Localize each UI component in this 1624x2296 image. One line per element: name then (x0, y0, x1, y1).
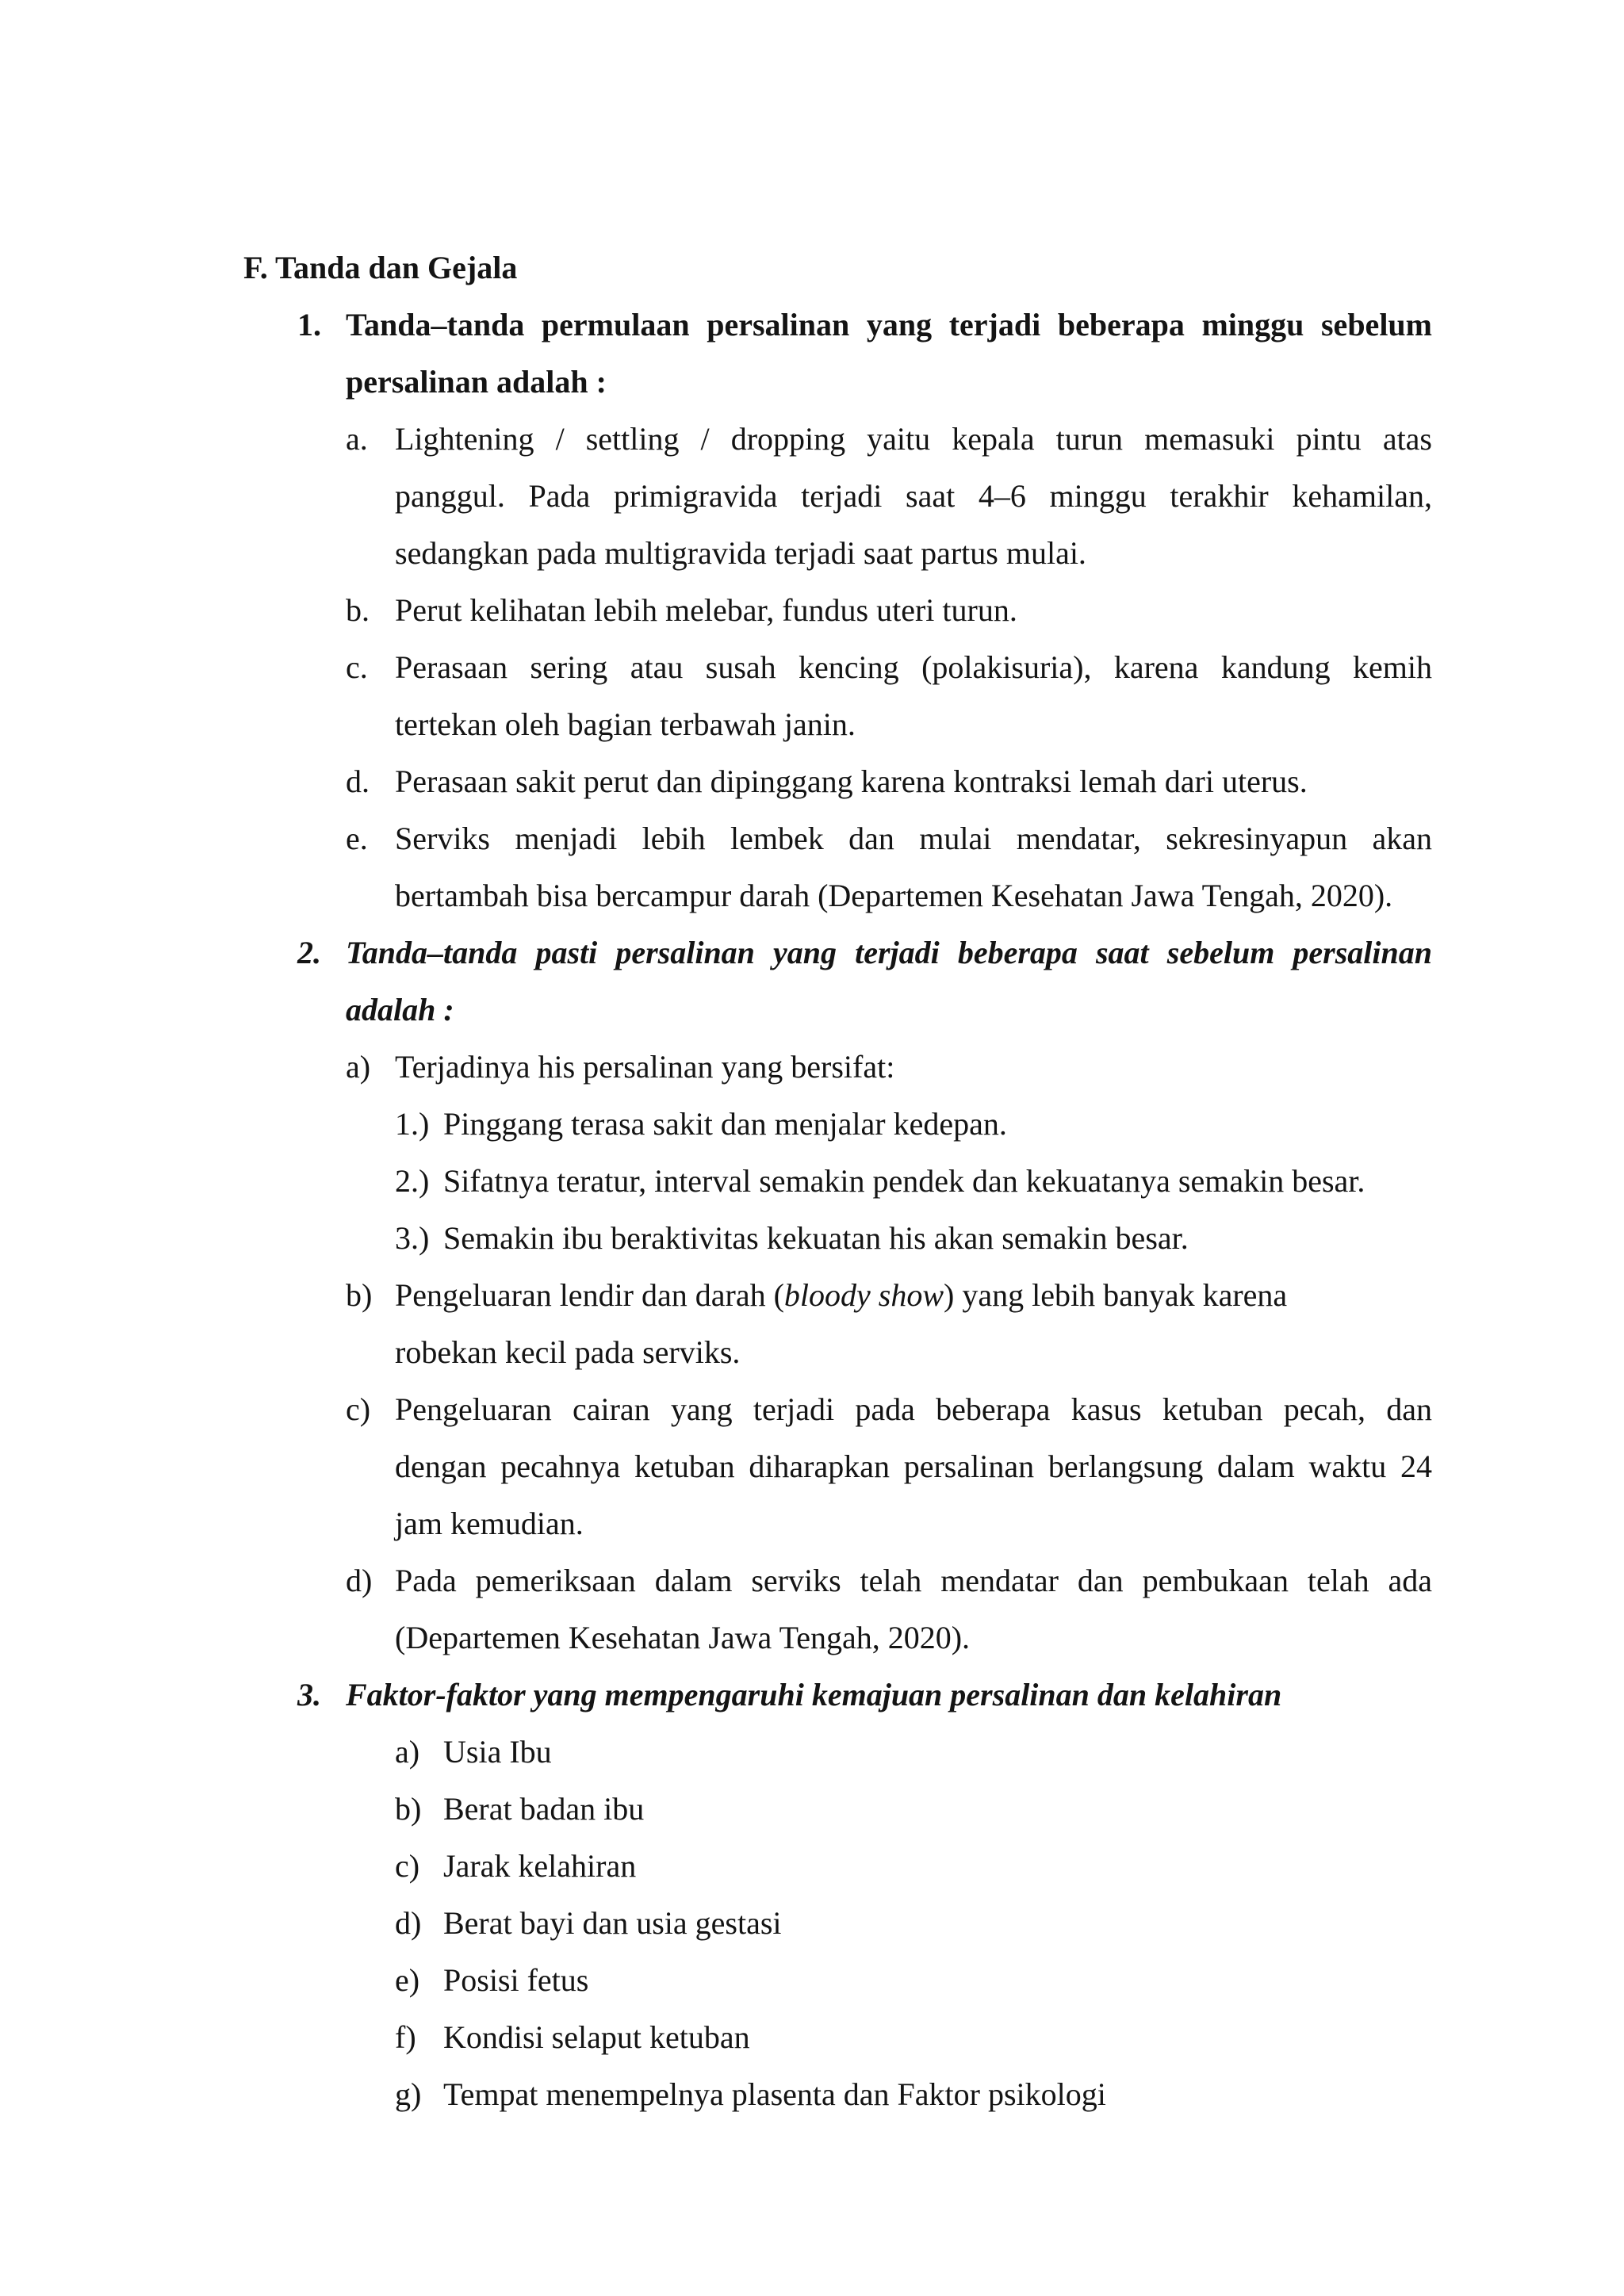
sublist-marker: 3.) (395, 1220, 430, 1256)
list-item-text: Serviks menjadi lebih lembek dan mulai mendatar, sekresinyapun akan (395, 821, 1432, 856)
list-item-text: sedangkan pada multigravida terjadi saat partus mulai. (395, 535, 1086, 571)
list-marker: b) (346, 1277, 373, 1313)
list-item-text: jam kemudian. (395, 1506, 584, 1541)
list-item-text: bertambah bisa bercampur darah (Departemen Kesehatan Jawa Tengah, 2020). (395, 878, 1393, 913)
list-item-text: Usia Ibu (443, 1734, 552, 1770)
list-marker: b) (395, 1791, 422, 1827)
section2-title-line2: adalah : (346, 992, 454, 1027)
list-item-text: Perasaan sering atau susah kencing (polakisuria), karena kandung kemih (395, 649, 1432, 685)
section1-title-line2: persalinan adalah : (346, 364, 607, 400)
list-marker: d. (346, 763, 370, 799)
list-marker: c. (346, 649, 368, 685)
list-marker: a. (346, 421, 368, 457)
list-item-text: Kondisi selaput ketuban (443, 2019, 750, 2055)
sublist-item-text: Sifatnya teratur, interval semakin pendek dan kekuatanya semakin besar. (443, 1163, 1365, 1199)
list-marker: e) (395, 1962, 420, 1998)
list-item-text: Perut kelihatan lebih melebar, fundus uteri turun. (395, 592, 1017, 628)
list-marker: c) (395, 1848, 420, 1884)
list-marker: d) (395, 1905, 422, 1941)
sublist-item-text: Pinggang terasa sakit dan menjalar kedepan. (443, 1106, 1007, 1142)
list-item-text: Tempat menempelnya plasenta dan Faktor psikologi (443, 2076, 1106, 2112)
list-marker: b. (346, 592, 370, 628)
list-item-text: dengan pecahnya ketuban diharapkan persalinan berlangsung dalam waktu 24 (395, 1448, 1432, 1484)
section3-number: 3. (297, 1677, 321, 1712)
sublist-marker: 2.) (395, 1163, 430, 1199)
list-item-text: robekan kecil pada serviks. (395, 1334, 741, 1370)
sublist-item-text: Semakin ibu beraktivitas kekuatan his akan semakin besar. (443, 1220, 1189, 1256)
list-item-text: tertekan oleh bagian terbawah janin. (395, 706, 856, 742)
section3-title: Faktor-faktor yang mempengaruhi kemajuan persalinan dan kelahiran (346, 1677, 1282, 1712)
text-run: Pengeluaran lendir dan darah ( (395, 1277, 784, 1313)
text-run: ) yang lebih banyak karena (944, 1277, 1288, 1313)
list-marker: g) (395, 2076, 422, 2112)
emphasis-text: bloody show (783, 1277, 944, 1313)
list-item-text: Pengeluaran cairan yang terjadi pada beberapa kasus ketuban pecah, dan (395, 1391, 1432, 1427)
list-item-text: Lightening / settling / dropping yaitu kepala turun memasuki pintu atas (395, 421, 1432, 457)
list-item-text: Posisi fetus (443, 1962, 589, 1998)
sublist-marker: 1.) (395, 1106, 430, 1142)
list-item-text: Jarak kelahiran (443, 1848, 637, 1884)
list-marker: a) (395, 1734, 420, 1770)
section2-title-line1: Tanda–tanda pasti persalinan yang terjadi beberapa saat sebelum persalinan (346, 935, 1432, 970)
list-item-text: panggul. Pada primigravida terjadi saat 4–6 minggu terakhir kehamilan, (395, 478, 1432, 514)
list-marker: f) (395, 2019, 416, 2055)
section1-number: 1. (297, 307, 321, 342)
list-item-text: Perasaan sakit perut dan dipinggang karena kontraksi lemah dari uterus. (395, 763, 1308, 799)
section1-title-line1: Tanda–tanda permulaan persalinan yang terjadi beberapa minggu sebelum (346, 307, 1432, 342)
section-heading: F. Tanda dan Gejala (243, 250, 518, 285)
list-item-text (395, 1276, 1287, 1314)
list-marker: a) (346, 1049, 371, 1085)
section2-number: 2. (297, 935, 321, 970)
list-item-text: (Departemen Kesehatan Jawa Tengah, 2020). (395, 1620, 971, 1655)
list-marker: e. (346, 821, 368, 856)
list-marker: d) (346, 1563, 373, 1598)
list-item-text: Pada pemeriksaan dalam serviks telah mendatar dan pembukaan telah ada (395, 1563, 1432, 1598)
list-item-text: Berat bayi dan usia gestasi (443, 1905, 782, 1941)
list-item-text: Terjadinya his persalinan yang bersifat: (395, 1049, 895, 1085)
list-item-text: Berat badan ibu (443, 1791, 645, 1827)
list-marker: c) (346, 1391, 371, 1427)
